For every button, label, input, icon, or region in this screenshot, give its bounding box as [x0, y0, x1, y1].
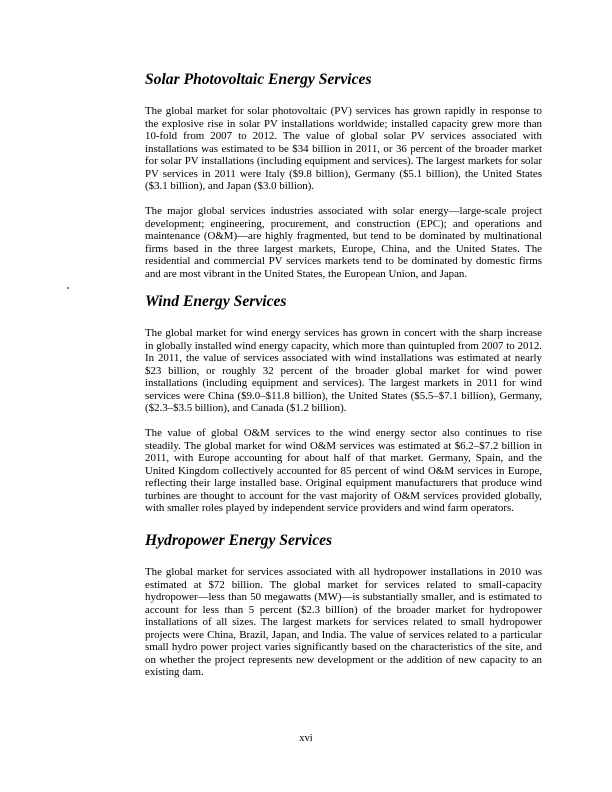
- paragraph: The global market for solar photovoltaic (PV) services has grown rapidly in response to the explosive rise in solar PV installations worldwide; installed capacity grew more than 10-fold from 2007 to 2012. The value of global solar PV services associated with installations was estimated to be $34 billion in 2011, or 36 percent of the broader market for solar PV installations (including equipment and services). The largest markets for solar PV services in 2011 were Italy ($9.8 billion), Germany ($5.1 billion), the United States ($3.1 billion), and Japan ($3.0 billion).: [145, 105, 542, 192]
- paragraph: The global market for services associated with all hydropower installations in 2010 was estimated at $72 billion. The global market for services related to small-capacity hydropower—less than 50 megawatts (MW)—is substantially smaller, and is estimated to account for less than 5 percent ($2.3 billion) of the broader market for hydropower installations of all sizes. The largest markets for services related to small hydropower projects were China, Brazil, Japan, and India. The value of services related to a particular small hydro power project varies significantly based on the characteristics of the site, and on whether the project represents new development or the addition of new capacity to an existing dam.: [145, 566, 542, 678]
- scan-mark: [67, 287, 69, 289]
- paragraph: The global market for wind energy services has grown in concert with the sharp increase in globally installed wind energy capacity, which more than quintupled from 2007 to 2012. In 2011, the value of services associated with wind installations was estimated at nearly $23 billion, or roughly 32 percent of the broader global market for wind power installations (including equipment and services). The largest markets in 2011 for wind services were China ($9.0–$11.8 billion), the United States ($5.5–$7.1 billion), Germany, ($2.3–$3.5 billion), and Canada ($1.2 billion).: [145, 327, 542, 414]
- paragraph: The value of global O&M services to the wind energy sector also continues to rise steadily. The global market for wind O&M services was estimated at $6.2–$7.2 billion in 2011, with Europe accounting for about half of that market. Germany, Spain, and the United Kingdom collectively accounted for 85 percent of wind O&M services in Europe, reflecting their large installed base. Original equipment manufacturers that produce wind turbines are thought to account for the vast majority of O&M services provided globally, with smaller roles played by independent service providers and wind farm operators.: [145, 427, 542, 514]
- section-wind: [145, 293, 542, 527]
- page-number: xvi: [299, 733, 313, 744]
- section-heading: Wind Energy Services: [145, 293, 287, 310]
- paragraph: The major global services industries associated with solar energy—large-scale project development; engineering, procurement, and construction (EPC); and operations and maintenance (O&M)—are highly fragmented, but tend to be dominated by multinational firms based in the three largest markets, Europe, China, and the United States. The residential and commercial PV services markets tend to be dominated by domestic firms and are most vibrant in the United States, the European Union, and Japan.: [145, 205, 542, 280]
- section-heading: Hydropower Energy Services: [145, 532, 333, 549]
- section-hydropower: [145, 532, 542, 691]
- section-heading: Solar Photovoltaic Energy Services: [145, 71, 372, 88]
- section-solar-pv: [145, 71, 542, 293]
